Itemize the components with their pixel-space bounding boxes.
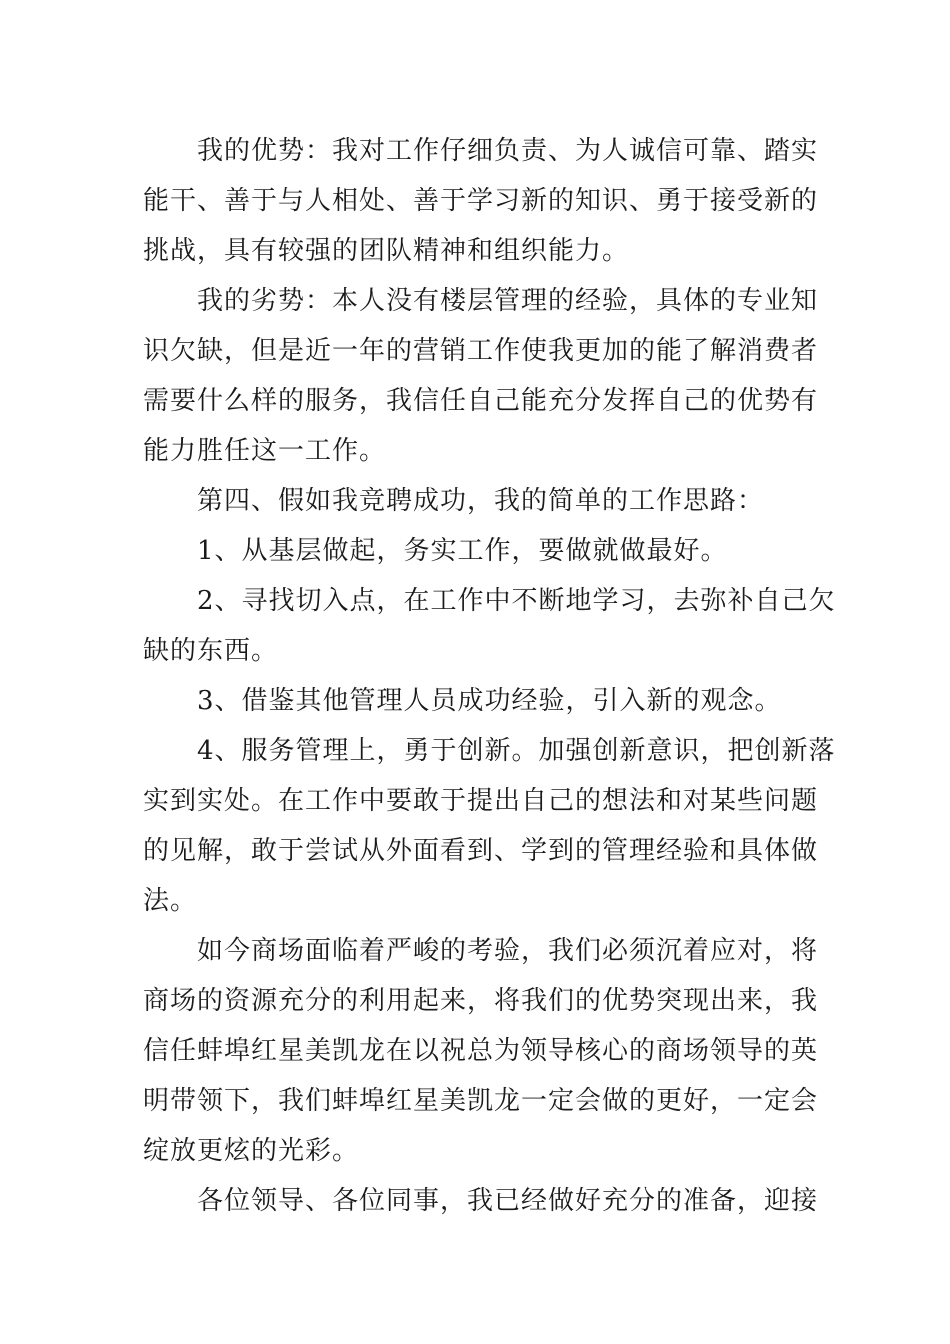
text-line: 的见解，敢于尝试从外面看到、学到的管理经验和具体做 [143, 836, 819, 866]
text-line: 实到实处。在工作中要敢于提出自己的想法和对某些问题 [143, 786, 819, 816]
text-line: 我的优势：我对工作仔细负责、为人诚信可靠、踏实 [197, 136, 819, 166]
text-line: 第四、假如我竞聘成功，我的简单的工作思路： [197, 486, 765, 516]
text-line: 商场的资源充分的利用起来，将我们的优势突现出来，我 [143, 986, 819, 1016]
text-line: 如今商场面临着严峻的考验，我们必须沉着应对，将 [197, 936, 819, 966]
text-line: 缺的东西。 [143, 636, 279, 666]
text-line: 能干、善于与人相处、善于学习新的知识、勇于接受新的 [143, 186, 819, 216]
text-line: 绽放更炫的光彩。 [143, 1136, 360, 1166]
text-line: 3、借鉴其他管理人员成功经验，引入新的观念。 [197, 686, 782, 716]
text-line: 信任蚌埠红星美凯龙在以祝总为领导核心的商场领导的英 [143, 1036, 819, 1066]
text-line: 需要什么样的服务，我信任自己能充分发挥自己的优势有 [143, 386, 819, 416]
text-line: 明带领下，我们蚌埠红星美凯龙一定会做的更好，一定会 [143, 1086, 819, 1116]
text-line: 2、寻找切入点，在工作中不断地学习，去弥补自己欠 [197, 586, 836, 616]
text-line: 4、服务管理上，勇于创新。加强创新意识，把创新落 [197, 736, 836, 766]
text-line: 我的劣势：本人没有楼层管理的经验，具体的专业知 [197, 286, 819, 316]
text-line: 识欠缺，但是近一年的营销工作使我更加的能了解消费者 [143, 336, 819, 366]
text-line: 挑战，具有较强的团队精神和组织能力。 [143, 236, 630, 266]
text-line: 能力胜任这一工作。 [143, 436, 387, 466]
text-line: 各位领导、各位同事，我已经做好充分的准备，迎接 [197, 1186, 819, 1216]
text-line: 1、从基层做起，务实工作，要做就做最好。 [197, 536, 728, 566]
text-line: 法。 [143, 886, 198, 916]
